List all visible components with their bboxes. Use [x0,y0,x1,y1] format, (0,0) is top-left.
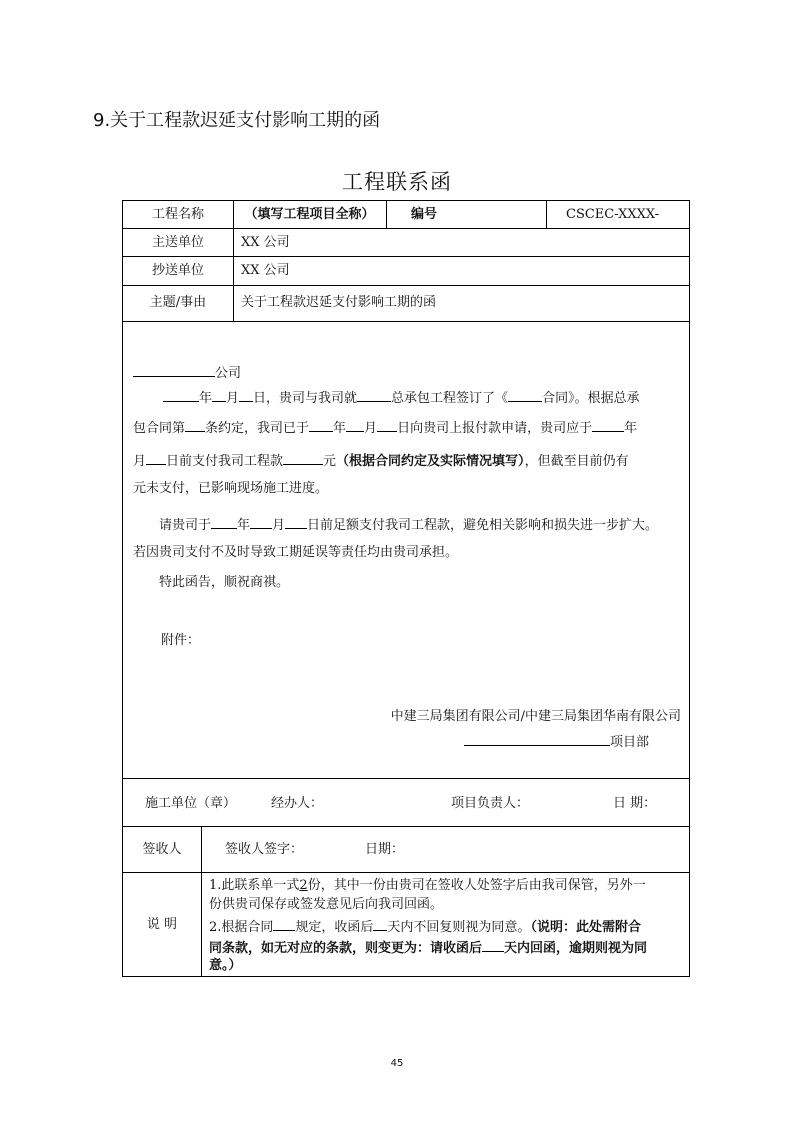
page-number: 45 [390,1058,404,1069]
p1-text: 年 [199,391,213,406]
blank-field [373,916,387,931]
p2-text: 日向贵司上报付款申请，贵司应于 [397,421,593,436]
p5-text: 请贵司于 [159,518,212,533]
p1-text: 日，贵司与我司就 [253,391,358,406]
p2-text: 条约定，我司已于 [205,421,310,436]
note-text: 2.根据合同 [209,920,274,935]
blank-field [285,514,307,529]
p3-text: 日前支付我司工程款 [166,454,284,469]
blank-field [273,916,295,931]
subject-value: 关于工程款迟延支付影响工期的函 [241,295,437,310]
addressee-line [133,362,685,382]
p2-text: 包合同第 [133,421,186,436]
blank-field [185,417,205,432]
blank-field [357,387,391,402]
note-bold-text: 同条款，如无对应的条款，则变更为：请收函后 [209,941,483,956]
paragraph-3 [133,450,685,470]
paragraph-4: 元未支付，已影响现场施工进度。 [133,481,329,496]
p1-text: 合同》。根据总承 [542,391,640,406]
note-text: 天内不回复则视为同意。 [387,920,531,935]
row-divider [123,321,689,322]
p2-text: 月 [364,421,378,436]
p5-text: 月 [272,518,286,533]
note-text: 规定，收函后 [295,920,374,935]
note-1-line-1 [209,877,687,894]
blank-field [212,387,226,402]
blank-field [309,417,333,432]
project-name-label: 工程名称 [151,207,204,222]
blank-field [250,514,272,529]
p5-text: 日前足额支付我司工程款，避免相关影响和损失进一步扩大。 [307,518,659,533]
addressee-suffix: 公司 [215,366,242,381]
paragraph-1 [133,387,685,407]
paragraph-2 [133,417,685,437]
project-name-value: （填写工程项目全称） [244,207,375,222]
note-2-line-3: 意。） [209,958,242,973]
cc-label: 抄送单位 [151,263,204,278]
note-bold-text: （说明：此处需附合 [530,920,641,935]
blank-field [283,450,323,465]
p3-bold-text: （根据合同约定及实际情况填写） [336,454,525,469]
p3-text: 月 [133,454,147,469]
p5-text: 年 [237,518,251,533]
notes-label: 说 明 [146,917,178,932]
col-divider [201,826,202,977]
main-recipient-value: XX 公司 [241,235,290,250]
blank-field [163,387,199,402]
p3-text: 元 [323,454,337,469]
copy-count: 2 [299,878,308,893]
closing-line: 特此函告，顺祝商祺。 [159,575,290,590]
row-divider [123,826,689,827]
number-label: 编号 [411,207,438,222]
note-2-line-2 [209,937,687,957]
number-value: CSCEC-XXXX- [566,207,660,222]
project-dept-suffix: 项目部 [609,735,649,750]
blank-field [464,731,610,746]
note-bold-text: 天内回函，逾期则视为同 [504,941,648,956]
paragraph-6: 若因贵司支付不及时导致工期延误等责任均由贵司承担。 [133,545,459,560]
note-text: 1.此联系单一式 [209,878,300,893]
blank-field [508,387,542,402]
handler-label: 经办人： [271,796,324,811]
receiver-date-label: 日期： [365,842,405,857]
blank-field [133,362,215,377]
section-heading: 9.关于工程款迟延支付影响工期的函 [93,110,381,131]
receiver-label: 签收人 [142,842,182,857]
main-recipient-label: 主送单位 [151,235,204,250]
row-divider [123,285,689,286]
date-label: 日 期： [613,796,657,811]
blank-field [346,417,364,432]
blank-field [211,514,237,529]
note-1-line-2: 份供贵司保存或签发意见后向我司回函。 [209,897,444,912]
p2-text: 年 [624,421,638,436]
attachment-label: 附件： [161,633,201,648]
row-divider [123,228,689,229]
p1-text: 月 [226,391,240,406]
blank-field [146,450,166,465]
blank-field [592,417,624,432]
blank-field [482,937,504,952]
signatory-company: 中建三局集团有限公司/中建三局集团华南有限公司 [390,709,681,724]
row-divider [123,872,689,873]
note-2-line-1 [209,916,687,936]
p1-text: 总承包工程签订了《 [391,391,509,406]
p2-text: 年 [333,421,347,436]
blank-field [239,387,253,402]
note-text: 份，其中一份由贵司在签收人处签字后由我司保管，另外一 [307,878,646,893]
paragraph-5 [133,514,685,534]
subject-label: 主题/事由 [149,295,207,310]
col-divider [386,201,387,228]
receiver-sign-label: 签收人签字： [225,842,304,857]
row-divider [123,256,689,257]
col-divider [546,201,547,228]
form-title: 工程联系函 [342,170,452,194]
construction-unit-label: 施工单位（章） [145,796,237,811]
project-leader-label: 项目负责人： [451,796,530,811]
project-department-line [464,731,649,751]
row-divider [123,778,689,779]
cc-value: XX 公司 [241,263,290,278]
contact-letter-table [122,200,690,977]
blank-field [377,417,397,432]
p3-text: ，但截至目前仍有 [524,454,629,469]
